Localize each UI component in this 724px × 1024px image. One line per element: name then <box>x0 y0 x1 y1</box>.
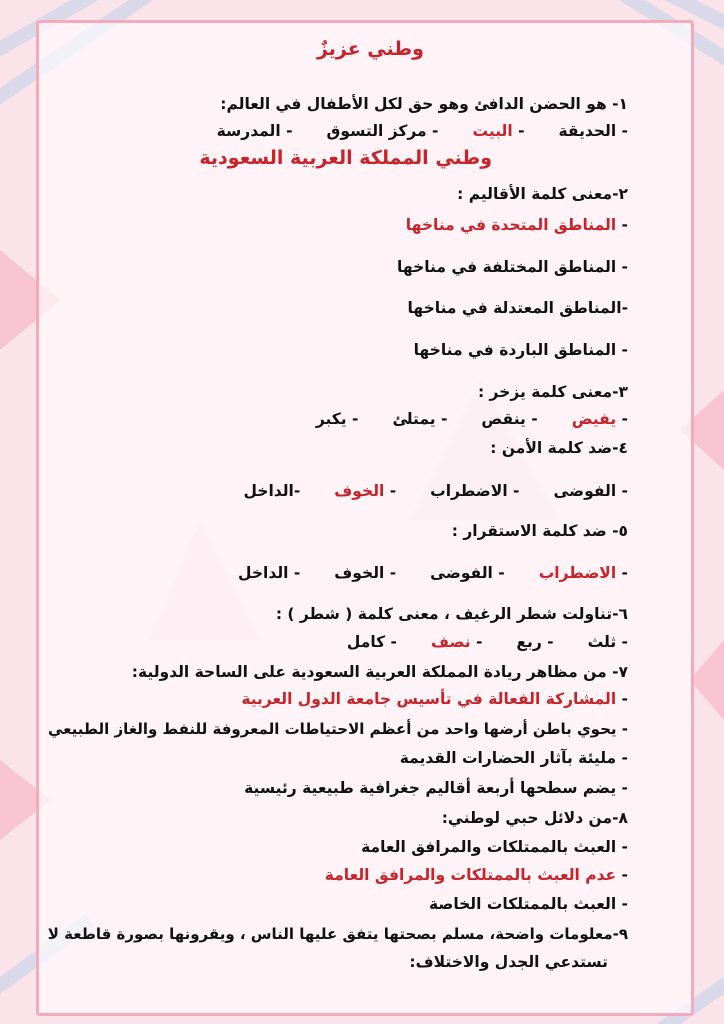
q7-option-4 <box>244 777 628 799</box>
q3-option-1-answer: يفيض <box>571 410 617 428</box>
option-bullet: - <box>616 749 628 767</box>
q2-option-4-text: المناطق الباردة في مناخها <box>413 341 617 359</box>
question-6: ٦-تناولت شطر الرغيف ، معنى كلمة ( شطر ) : <box>275 605 628 623</box>
q8-option-1-text: العبث بالممتلكات والمرافق العامة <box>361 838 617 856</box>
q2-option-1 <box>406 214 628 236</box>
option-bullet: - <box>616 341 628 359</box>
option-bullet: - <box>435 410 448 428</box>
option-bullet: - <box>385 633 397 651</box>
q7-option-3 <box>400 747 628 769</box>
worksheet-title: وطني عزيزٌ <box>316 38 424 60</box>
q4-option-3-answer: الخوف <box>334 482 385 500</box>
option-bullet: - <box>616 690 628 708</box>
question-3: ٣-معنى كلمة يزخر : <box>477 383 628 401</box>
q2-option-2-text: المناطق المختلفة في مناخها <box>397 258 617 276</box>
option-bullet: - <box>616 633 628 651</box>
q2-option-2 <box>397 256 628 278</box>
q1-option-1: الحديقة <box>558 122 617 140</box>
q2-option-3 <box>408 297 628 319</box>
option-bullet: - <box>616 779 628 797</box>
option-bullet: - <box>280 122 293 140</box>
option-bullet: - <box>616 122 628 140</box>
option-bullet: - <box>293 482 301 500</box>
q7-option-4-text: يضم سطحها أربعة أقاليم جغرافية طبيعية رئيسية <box>244 779 617 797</box>
q2-option-4 <box>414 339 628 361</box>
q4-option-1: الفوضى <box>553 482 617 500</box>
q3-option-2: ينقص <box>481 410 526 428</box>
q8-option-2-answer: عدم العبث بالممتلكات والمرافق العامة <box>324 866 617 884</box>
option-bullet: - <box>616 720 628 738</box>
option-bullet: - <box>492 564 505 582</box>
q7-option-3-text: مليئة بآثار الحضارات القديمة <box>399 749 617 767</box>
q2-option-1-answer: المناطق المتحدة في مناخها <box>405 216 617 234</box>
option-bullet: - <box>525 410 538 428</box>
question-5-options <box>238 562 628 584</box>
question-7: ٧- من مظاهر ريادة المملكة العربية السعودية على الساحة الدولية: <box>131 663 628 681</box>
question-4: ٤-ضد كلمة الأمن : <box>490 439 628 457</box>
q7-option-1-answer: المشاركة الفعالة في تأسيس جامعة الدول العربية <box>241 690 617 708</box>
q4-option-2: الاضطراب <box>430 482 508 500</box>
q8-option-3-text: العبث بالممتلكات الخاصة <box>428 895 617 913</box>
question-4-options <box>243 480 628 502</box>
q7-option-2-text: يحوي باطن أرضها واحد من أعظم الاحتياطات المعروفة للنفط والغاز الطبيعي <box>47 720 617 738</box>
q6-option-3-answer: نصف <box>431 633 471 651</box>
option-bullet: - <box>470 633 483 651</box>
question-1-options <box>217 120 628 142</box>
option-bullet: - <box>616 838 628 856</box>
option-bullet: - <box>426 122 439 140</box>
q6-option-4: كامل <box>346 633 386 651</box>
question-6-options <box>347 631 628 653</box>
question-1: ١- هو الحضن الدافئ وهو حق لكل الأطفال في العالم: <box>220 95 628 113</box>
question-8: ٨-من دلائل حبي لوطني: <box>441 809 628 827</box>
question-3-options <box>316 408 628 430</box>
q1-option-2-answer: البيت <box>472 122 513 140</box>
question-5: ٥- ضد كلمة الاستقرار : <box>451 522 628 540</box>
question-9-line-1: ٩-معلومات واضحة، مسلم بصحتها يتفق عليها الناس ، ويقرونها بصورة قاطعة لا <box>47 925 628 943</box>
option-bullet: - <box>384 564 397 582</box>
q8-option-3 <box>429 893 628 915</box>
q1-option-3: مركز التسوق <box>326 122 427 140</box>
q2-option-3-text: المناطق المعتدلة في مناخها <box>407 299 622 317</box>
q3-option-4: يكبر <box>315 410 347 428</box>
option-bullet: - <box>288 564 301 582</box>
worksheet-subtitle: وطني المملكة العربية السعودية <box>199 147 492 169</box>
q3-option-3: يمتلئ <box>392 410 436 428</box>
q6-option-1: ثلث <box>587 633 617 651</box>
q5-option-4: الداخل <box>238 564 289 582</box>
q1-option-4: المدرسة <box>216 122 281 140</box>
q8-option-1 <box>361 836 628 858</box>
q5-option-3: الخوف <box>334 564 385 582</box>
option-bullet: - <box>621 299 628 317</box>
q5-option-1-answer: الاضطراب <box>538 564 617 582</box>
option-bullet: - <box>616 866 628 884</box>
q7-option-1 <box>241 688 628 710</box>
question-2: ٢-معنى كلمة الأقاليم : <box>457 185 628 203</box>
option-bullet: - <box>616 482 628 500</box>
q4-option-4: الداخل <box>243 482 294 500</box>
q7-option-2 <box>48 718 628 740</box>
option-bullet: - <box>512 122 525 140</box>
option-bullet: - <box>616 410 628 428</box>
option-bullet: - <box>616 564 628 582</box>
option-bullet: - <box>616 258 628 276</box>
option-bullet: - <box>541 633 554 651</box>
question-9-line-2: تستدعي الجدل والاختلاف: <box>409 953 608 971</box>
option-bullet: - <box>616 216 628 234</box>
option-bullet: - <box>384 482 397 500</box>
option-bullet: - <box>346 410 359 428</box>
option-bullet: - <box>616 895 628 913</box>
q5-option-2: الفوضى <box>430 564 493 582</box>
q6-option-2: ربع <box>516 633 542 651</box>
option-bullet: - <box>507 482 520 500</box>
q8-option-2 <box>325 864 628 886</box>
